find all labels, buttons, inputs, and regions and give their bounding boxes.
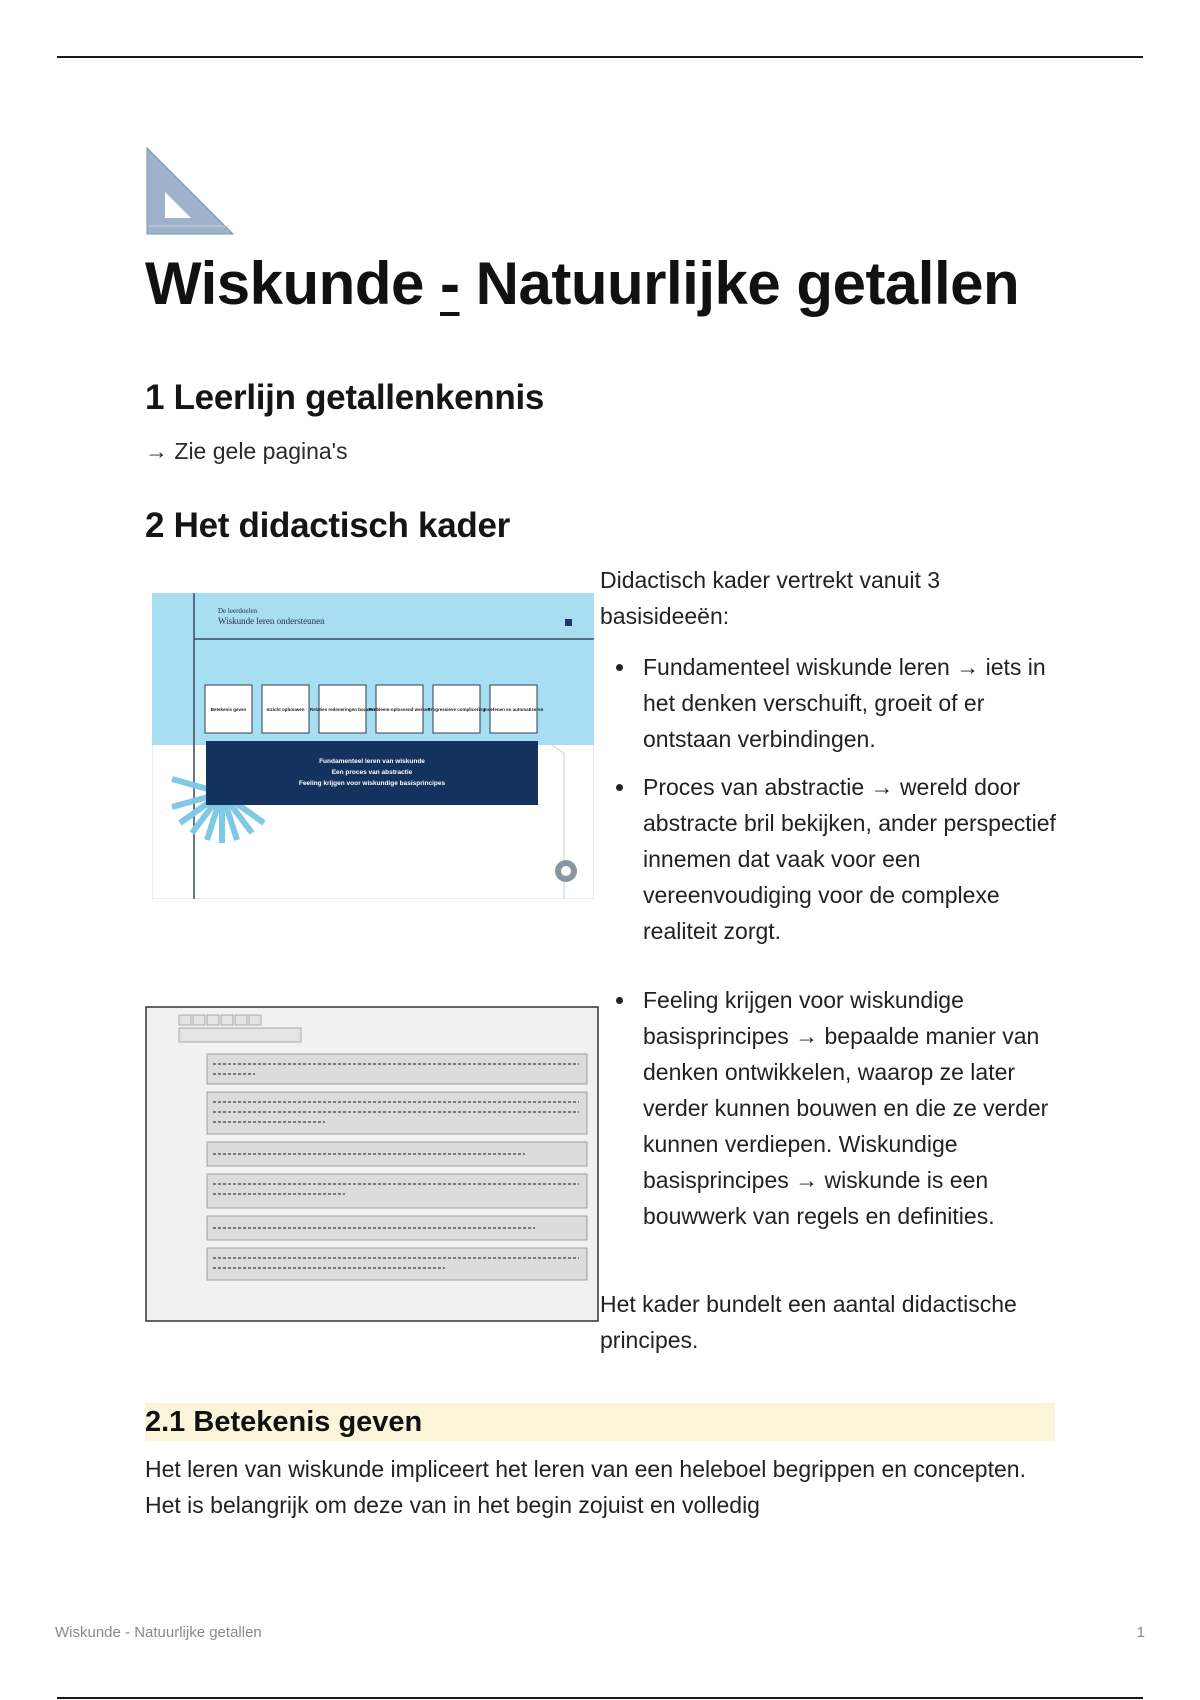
figure-box-4: Probleem-oplossend werken — [368, 707, 431, 712]
page-title: Wiskunde - Natuurlijke getallen — [145, 250, 1020, 317]
bottom-rule — [57, 1697, 1143, 1699]
figure-box-1: Betekenis geven — [210, 707, 247, 712]
didactic-framework-figure — [152, 593, 594, 899]
section-1-note: → Zie gele pagina's — [145, 438, 348, 464]
figure-heading: Wiskunde leren ondersteunen — [218, 616, 325, 626]
top-rule — [57, 56, 1143, 58]
basic-ideas-list-a — [600, 649, 1060, 961]
page-content — [145, 146, 1056, 1518]
list-item: Proces van abstractie → wereld door abstracte bril bekijken, ander perspectief innemen dat vaak voor een vereenvoudiging voor de complexe realiteit zorgt. — [600, 769, 1060, 949]
set-square-icon — [145, 146, 235, 236]
section-2-1-paragraph: Het leren van wiskunde impliceert het leren van een heleboel begrippen en concepten. Het is belangrijk om deze van in het begin zojuist en volledig — [145, 1456, 1026, 1518]
figure-box-5: Progressieve complicering — [427, 707, 486, 712]
section-2-1-title: 2.1 Betekenis geven — [145, 1406, 423, 1438]
basic-ideas-list-b — [600, 982, 1060, 1246]
section-2-outro: Het kader bundelt een aantal didactische principes. — [600, 1291, 1017, 1353]
figure-banner-line-3: Feeling krijgen voor wiskundige basisprincipes — [298, 780, 446, 787]
list-item: Fundamenteel wiskunde leren → iets in het denken verschuift, groeit of er ontstaan verbindingen. — [600, 649, 1060, 757]
list-item: Feeling krijgen voor wiskundige basisprincipes → bepaalde manier van denken ontwikkelen, waarop ze later verder kunnen bouwen en die ze verder kunnen verdiepen. Wiskundige basisprincipes → wiskunde is een bouwwerk van regels en definities. — [600, 982, 1060, 1234]
figure-box-2: Inzicht opbouwen — [266, 707, 305, 712]
section-2-title: 2 Het didactisch kader — [145, 506, 510, 545]
section-2-intro: Didactisch kader vertrekt vanuit 3 basisideeën: — [600, 567, 941, 629]
principles-table-figure — [145, 1006, 599, 1322]
figure-small-heading: De leerdoelen — [218, 607, 258, 615]
footer-title: Wiskunde - Natuurlijke getallen — [55, 1624, 262, 1641]
section-1-title: 1 Leerlijn getallenkennis — [145, 378, 545, 417]
section-2-1-heading-bar — [145, 1403, 1055, 1441]
figure-box-6: Inoefenen en automatiseren — [483, 707, 544, 712]
page-number: 1 — [1136, 1624, 1145, 1641]
figure-banner-line-2: Een proces van abstractie — [331, 769, 413, 776]
figure-box-3: Relaties redeneringen bouwen — [309, 707, 376, 712]
figure-banner-line-1: Fundamenteel leren van wiskunde — [319, 758, 425, 765]
